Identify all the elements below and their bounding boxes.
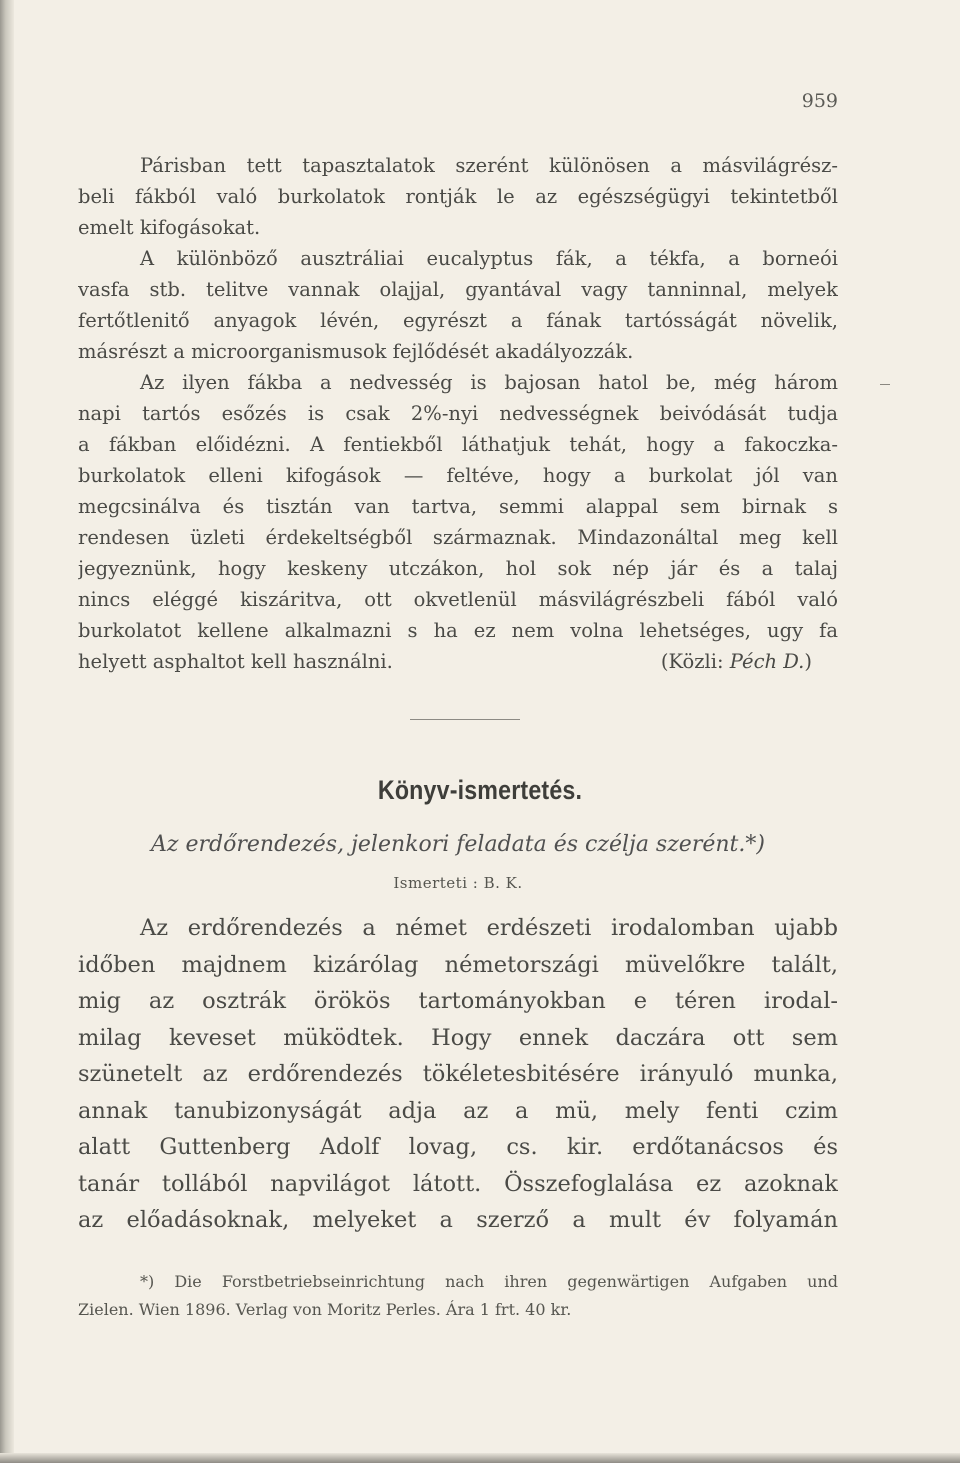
page-bottom-edge [0,1453,960,1463]
text-line: Párisban tett tapasztalatok szerént különösen a másvilágrész- [140,154,838,177]
text-line: vasfa stb. telitve vannak olajjal, gyantával vagy tanninnal, melyek [78,278,838,301]
text-line: mig az osztrák örökös tartományokban e téren irodal- [78,988,838,1014]
text-line: megcsinálva és tisztán van tartva, semmi alappal sem birnak s [78,495,838,518]
text-line: rendesen üzleti érdekeltségből származnak. Mindazonáltal meg kell [78,526,838,549]
text-line: alatt Guttenberg Adolf lovag, cs. kir. erdőtanácsos és [78,1134,838,1160]
text-line: emelt kifogásokat. [78,216,261,239]
paragraph-book-review [78,910,838,1239]
text-line: másrészt a microorganismusok fejlődését akadályozzák. [78,340,634,363]
credit-prefix: (Közli: [660,650,724,673]
closing-line [78,646,838,677]
text-line: A különböző ausztráliai eucalyptus fák, a tékfa, a borneói [140,247,838,270]
text-line: Az ilyen fákba a nedvesség is bajosan hatol be, még három [140,371,838,394]
reviewer-credit: Ismerteti : B. K. [393,874,523,892]
footnote [78,1268,838,1324]
text-line: jegyeznünk, hogy keskeny utczákon, hol sok nép jár és a talaj [78,557,838,580]
text-line: burkolatot kellene alkalmazni s ha ez nem volna lehetséges, ugy fa [78,619,838,642]
text-line: milag keveset müködtek. Hogy ennek daczára ott sem [78,1024,838,1051]
text-line: tanár tollából napvilágot látott. Összefoglalása ez azoknak [78,1170,838,1197]
page-binding-edge [0,0,14,1463]
paragraph-pavement-notes [78,150,838,677]
section-separator [410,719,520,720]
text-line: Az erdőrendezés a német erdészeti irodalomban ujabb [140,915,838,941]
margin-mark [880,384,890,385]
text-line: fertőtlenitő anyagok lévén, egyrészt a fának tartósságát növelik, [78,309,838,332]
page-number: 959 [801,90,838,112]
text-line: burkolatok elleni kifogások — feltéve, hogy a burkolat jól van [78,464,838,487]
text-line: szünetelt az erdőrendezés tökéletesbitésére irányuló munka, [78,1061,838,1087]
credit-name: Péch D. [729,650,805,673]
text-line: annak tanubizonyságát adja az a mü, mely fenti czim [78,1097,838,1124]
footnote-line: Zielen. Wien 1896. Verlag von Moritz Perles. Ára 1 frt. 40 kr. [78,1300,572,1319]
text-line: időben majdnem kizárólag németországi müvelőkre talált, [78,951,838,978]
text-line: az előadásoknak, melyeket a szerző a mult év folyamán [78,1207,838,1233]
text-line: a fákban előidézni. A fentiekből láthatjuk tehát, hogy a fakoczka- [78,433,838,456]
book-title: Az erdőrendezés, jelenkori feladata és czélja szerént.*) [151,832,765,857]
text-line: nincs eléggé kiszáritva, ott okvetlenül másvilágrészbeli fából való [78,588,838,611]
credit-suffix: ) [804,650,812,673]
text-line: beli fákból való burkolatok rontják le az egészségügyi tekintetből [78,185,838,208]
section-title: Könyv-ismertetés. [377,775,583,805]
closing-text: helyett asphaltot kell használni. [78,650,393,673]
text-line: napi tartós esőzés is csak 2%-nyi nedvességnek beivódását tudja [78,402,838,425]
footnote-line: *) Die Forstbetriebseinrichtung nach ihren gegenwärtigen Aufgaben und [140,1272,838,1291]
author-credit [661,646,812,677]
